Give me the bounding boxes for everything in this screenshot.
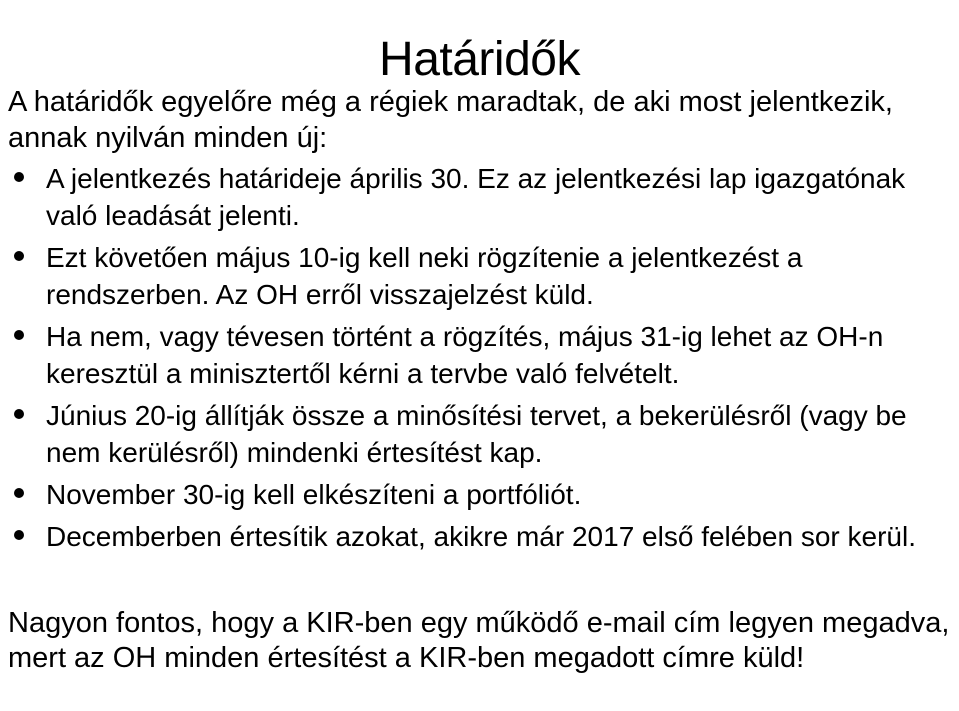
bullet-dot-icon xyxy=(14,409,24,419)
bullet-item xyxy=(8,518,954,555)
bullet-text: Decemberben értesítik azokat, akikre már 2017 első felében sor kerül. xyxy=(46,521,916,552)
bullet-item xyxy=(8,160,954,234)
bullet-dot-icon xyxy=(14,251,24,261)
bullet-item xyxy=(8,476,954,513)
bullet-dot-icon xyxy=(14,488,24,498)
bullet-dot-icon xyxy=(14,172,24,182)
bullet-list xyxy=(8,160,954,560)
bullet-item xyxy=(8,239,954,313)
bullet-item xyxy=(8,318,954,392)
bullet-text: A jelentkezés határideje április 30. Ez az jelentkezési lap igazgatónak való leadását jelenti. xyxy=(46,163,906,231)
bullet-dot-icon xyxy=(14,530,24,540)
closing-paragraph: Nagyon fontos, hogy a KIR-ben egy működő e-mail cím legyen megadva, mert az OH minden értesítést a KIR-ben megadott címre küld! xyxy=(8,607,950,674)
slide-title: Határidők xyxy=(379,33,580,87)
bullet-item xyxy=(8,397,954,471)
bullet-text: Ha nem, vagy tévesen történt a rögzítés, május 31-ig lehet az OH-n keresztül a minisztertől kérni a tervbe való felvételt. xyxy=(46,321,884,389)
intro-paragraph: A határidők egyelőre még a régiek maradtak, de aki most jelentkezik, annak nyilván minden új: xyxy=(8,86,893,154)
bullet-text: Június 20-ig állítják össze a minősítési tervet, a bekerülésről (vagy be nem kerülésről) mindenki értesítést kap. xyxy=(46,400,907,468)
bullet-text: Ezt követően május 10-ig kell neki rögzítenie a jelentkezést a rendszerben. Az OH erről visszajelzést küld. xyxy=(46,242,803,310)
bullet-text: November 30-ig kell elkészíteni a portfóliót. xyxy=(46,479,582,510)
bullet-dot-icon xyxy=(14,330,24,340)
